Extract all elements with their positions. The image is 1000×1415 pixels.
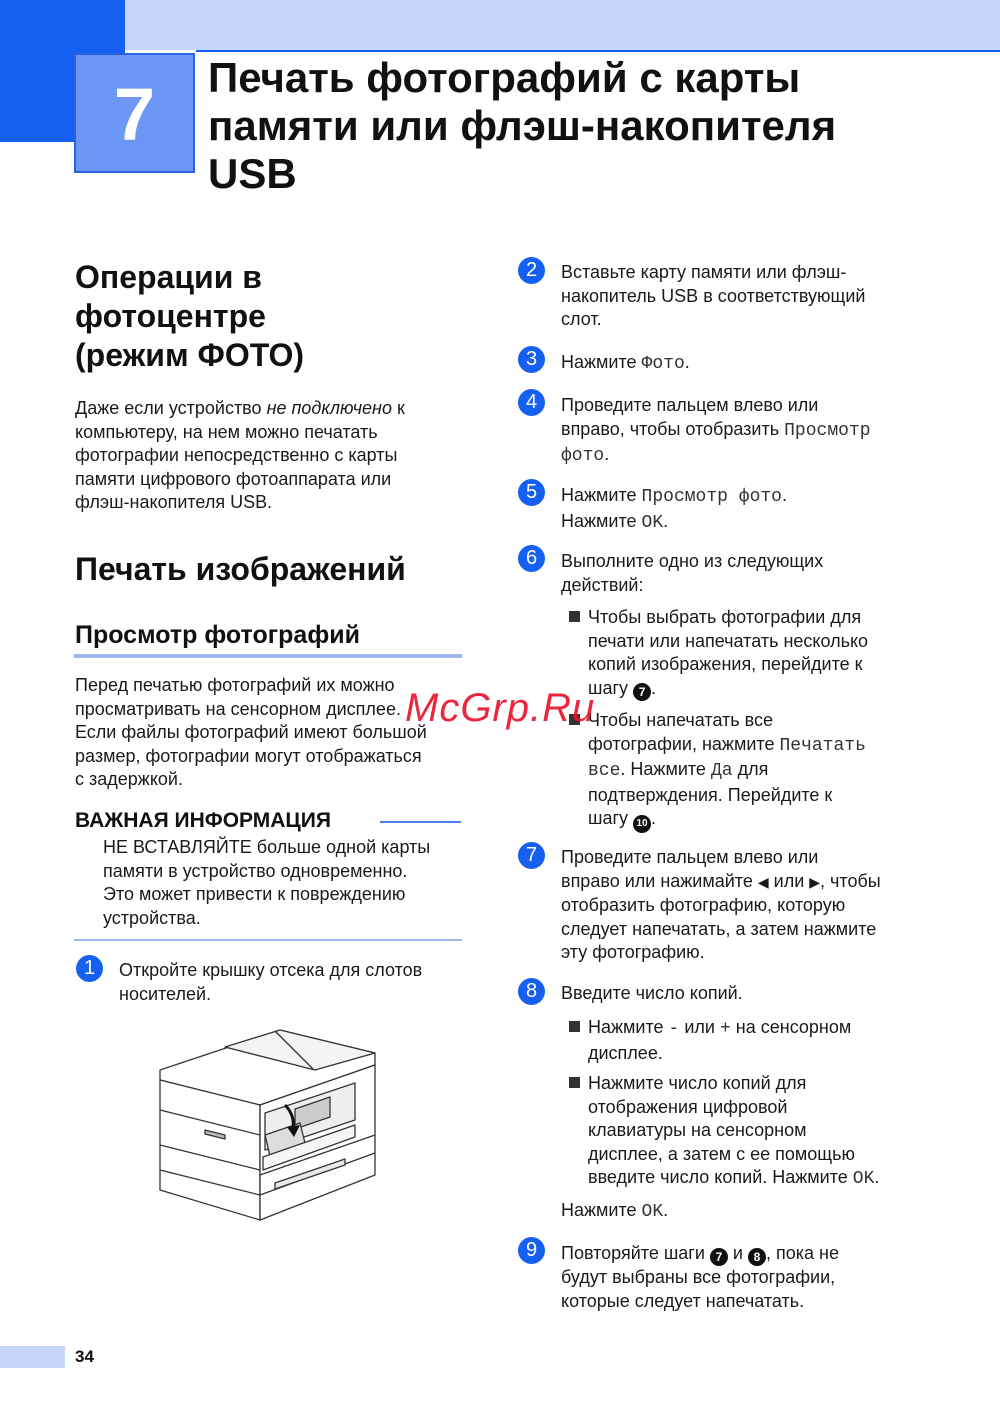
important-line: устройства. (103, 907, 201, 928)
step-text-part: . (781, 485, 787, 505)
step-text-part: . Нажмите (620, 759, 711, 779)
ui-label-photo: Фото (641, 354, 685, 374)
step-reference-7: 7 (710, 1248, 728, 1266)
bullet-square (569, 1077, 580, 1088)
intro-line: памяти цифрового фотоаппарата или (75, 468, 392, 489)
chapter-number: 7 (74, 53, 195, 173)
ui-label-minus: - (668, 1019, 680, 1039)
step-text-part: на сенсорном (730, 1017, 852, 1037)
ui-label-plus: + (719, 1019, 731, 1039)
step-line: действий: (561, 574, 644, 595)
intro-paragraph (75, 397, 475, 515)
step-number-3: 3 (518, 346, 545, 373)
step-number-5: 5 (518, 479, 545, 506)
step-6-bullet-2 (588, 709, 968, 833)
heading-line: фотоцентре (75, 298, 266, 334)
step-4-text (561, 394, 961, 469)
step-text-part: Нажмите (588, 1017, 669, 1037)
step-8-after (561, 1199, 961, 1225)
subsection-rule (74, 654, 462, 658)
step-number-4: 4 (518, 389, 545, 416)
bullet-line: подтверждения. Перейдите к (588, 784, 833, 805)
paragraph-line: Перед печатью фотографий их можно (75, 675, 395, 695)
step-reference-7: 7 (633, 683, 651, 701)
step-2-text (561, 261, 961, 332)
step-text-part: шагу (588, 808, 634, 828)
intro-line: фотографии непосредственно с карты (75, 445, 398, 465)
arrow-left-icon: ◀ (757, 873, 769, 890)
step-line: Вставьте карту памяти или флэш- (561, 262, 847, 282)
step-text-part: введите число копий. Нажмите (588, 1167, 853, 1187)
page-number: 34 (75, 1347, 94, 1366)
bullet-line (588, 807, 968, 833)
step-9-text (561, 1242, 961, 1313)
step-text-part: Нажмите (561, 510, 642, 531)
watermark: McGrp.Ru (405, 686, 596, 730)
bullet-line (588, 1166, 988, 1192)
step-8-text: Введите число копий. (561, 983, 743, 1003)
step-1-text (119, 959, 479, 1006)
header-rule (196, 50, 1000, 52)
step-text-part: или (768, 870, 810, 891)
step-text-part: для (732, 759, 769, 779)
bullet-line: клавиатуры на сенсорном (588, 1120, 807, 1140)
bullet-line: копий изображения, перейдите к (588, 654, 863, 674)
step-text-part: . (684, 352, 690, 372)
step-text-part: . (604, 444, 610, 464)
step-8-bullet-1 (588, 1016, 968, 1065)
bullet-line: печати или напечатать несколько (588, 630, 869, 651)
intro-emphasis: не подключено (266, 398, 392, 418)
step-text-part: Нажмите (561, 485, 642, 505)
step-number-9: 9 (518, 1237, 545, 1264)
step-3-text (561, 351, 961, 377)
step-5-text (561, 484, 961, 535)
bullet-line: Чтобы выбрать фотографии для (588, 607, 862, 627)
step-text-part: вправо, чтобы отобразить (561, 418, 785, 439)
step-text-part: , пока не (765, 1243, 839, 1263)
subsection-heading-view-photos: Просмотр фотографий (75, 621, 360, 649)
chapter-title-line: USB (208, 150, 297, 197)
chapter-title-line: памяти или флэш-накопителя (208, 102, 837, 149)
important-line: НЕ ВСТАВЛЯЙТЕ больше одной карты (103, 837, 431, 857)
paragraph-line: просматривать на сенсорном дисплее. (75, 698, 401, 719)
intro-line-1 (75, 397, 475, 421)
step-line: отобразить фотографию, которую (561, 895, 846, 915)
ui-label-view-photo: Просмотр (784, 420, 871, 441)
step-reference-8: 8 (748, 1248, 766, 1266)
step-number-8: 8 (518, 978, 545, 1005)
step-line: будут выбраны все фотографии, (561, 1267, 836, 1287)
step-text-part: Повторяйте шаги (561, 1243, 710, 1263)
step-line: которые следует напечатать. (561, 1290, 805, 1311)
bullet-line: дисплее, а затем с ее помощью (588, 1143, 855, 1164)
bullet-line: Нажмите число копий для (588, 1073, 807, 1093)
ui-label-print-all: Печатать (779, 735, 866, 756)
chapter-title (208, 54, 988, 198)
step-6-bullet-1 (588, 606, 968, 701)
step-line: накопитель USB в соответствующий (561, 285, 866, 306)
section-heading-photo-mode (75, 258, 475, 375)
bullet-square (569, 1021, 580, 1032)
step-line (561, 510, 961, 536)
ui-label-ok: OK (641, 512, 664, 533)
step-text-part: фотографии, нажмите (588, 733, 780, 754)
step-text-part: . (663, 1200, 669, 1220)
step-text-part: и (727, 1243, 748, 1263)
intro-line: компьютеру, на нем можно печатать (75, 421, 378, 442)
intro-post: к (391, 398, 405, 418)
bullet-line (588, 733, 968, 759)
bullet-square (569, 611, 580, 622)
step-number-2: 2 (518, 257, 545, 284)
step-text-part: . (874, 1167, 880, 1187)
step-7-text (561, 846, 961, 965)
heading-line: Операции в (75, 259, 262, 295)
section-heading-print-images: Печать изображений (75, 551, 406, 587)
step-text-part: . (651, 808, 657, 828)
step-line (561, 870, 961, 895)
intro-line: флэш-накопителя USB. (75, 492, 273, 512)
important-text (103, 836, 473, 930)
ui-label-ok: OK (641, 1202, 664, 1222)
ui-label-view-photo: Просмотр фото (641, 487, 782, 507)
ui-label-yes: Да (710, 761, 733, 781)
header-band-light (125, 0, 1000, 50)
bullet-line (588, 677, 968, 701)
bullet-line: отображения цифровой (588, 1096, 788, 1117)
step-text-part: . (651, 677, 657, 698)
step-line: носителей. (119, 983, 212, 1004)
step-line: следует напечатать, а затем нажмите (561, 918, 877, 939)
important-line: памяти в устройство одновременно. (103, 860, 408, 881)
important-rule (380, 821, 461, 823)
step-text-part: Нажмите (561, 352, 642, 372)
step-number-6: 6 (518, 545, 545, 572)
footer-bar (0, 1346, 65, 1368)
important-line: Это может привести к повреждению (103, 884, 406, 904)
step-line: Выполните одно из следующих (561, 551, 824, 571)
paragraph-line: Если файлы фотографий имеют большой (75, 722, 427, 742)
step-reference-10: 10 (633, 815, 651, 833)
important-bottom-rule (74, 939, 462, 941)
step-line: Проведите пальцем влево или (561, 395, 819, 415)
ui-label-view-photo-cont: фото (561, 446, 605, 466)
printer-illustration (155, 1025, 380, 1230)
bullet-line: дисплее. (588, 1042, 663, 1063)
ui-label-print-all-cont: все (588, 761, 621, 781)
step-line: слот. (561, 309, 602, 329)
step-text-part: , чтобы (820, 870, 881, 891)
paragraph-line: с задержкой. (75, 769, 183, 789)
step-line (561, 418, 961, 444)
step-text-part: Нажмите (561, 1200, 642, 1220)
arrow-right-icon: ▶ (809, 873, 821, 890)
step-line (561, 1242, 961, 1266)
step-number-7: 7 (518, 842, 545, 869)
step-number-1: 1 (76, 955, 103, 982)
bullet-line (588, 1016, 968, 1042)
step-text-part: шагу (588, 677, 634, 698)
step-text-part: или (679, 1017, 720, 1037)
heading-line: (режим ФОТО) (75, 337, 304, 373)
step-text-part: вправо или нажимайте (561, 870, 758, 891)
step-line (561, 484, 961, 510)
paragraph-line: размер, фотографии могут отображаться (75, 745, 422, 766)
step-6-text (561, 550, 961, 597)
step-line: Проведите пальцем влево или (561, 847, 819, 867)
bullet-line (588, 758, 968, 784)
step-line: эту фотографию. (561, 942, 705, 962)
intro-pre: Даже если устройство (75, 398, 267, 418)
bullet-line: Чтобы напечатать все (588, 710, 774, 730)
ui-label-ok: OK (852, 1169, 875, 1189)
step-line (561, 443, 961, 469)
step-line: Откройте крышку отсека для слотов (119, 960, 423, 980)
step-8-bullet-2 (588, 1072, 988, 1192)
step-text-part: . (663, 510, 669, 531)
chapter-title-line: Печать фотографий с карты (208, 54, 801, 101)
important-heading: ВАЖНАЯ ИНФОРМАЦИЯ (75, 809, 331, 832)
